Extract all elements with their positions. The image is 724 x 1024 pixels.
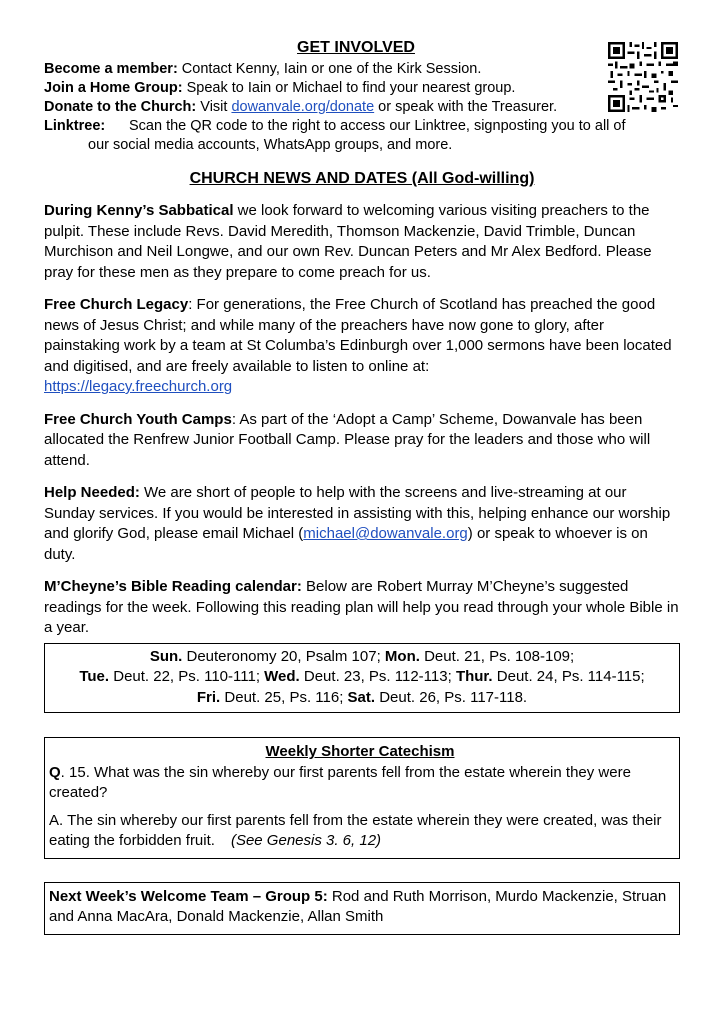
help-needed-paragraph: Help Needed: We are short of people to help with the screens and live-streaming at our Sunday services. If you would be interested in assisting with this, helping enhance our worship and glorify God, please email Michael (michael@dowanvale.org) or speak to whoever is on duty. [44,484,671,563]
linktree-line-cont: our social media accounts, WhatsApp groups, and more. [88,137,453,153]
legacy-link[interactable]: https://legacy.freechurch.org [44,378,233,395]
mcheyne-paragraph: M’Cheyne’s Bible Reading calendar: Below are Robert Murray M’Cheyne’s suggested readings for the week. Following this reading plan will help you read through your whole Bible in a year. [44,578,679,636]
become-member-line: Become a member: Contact Kenny, Iain or one of the Kirk Session. [44,61,482,77]
linktree-line: Linktree: Scan the QR code to the right to access our Linktree, signposting you to all of [44,118,626,134]
bulletin-page [44,38,680,935]
catechism-title: Weekly Shorter Catechism [265,743,455,760]
church-news-title: CHURCH NEWS AND DATES (All God-willing) [189,170,535,187]
get-involved-list [44,60,680,155]
catechism-reference: (See Genesis 3. 6, 12) [230,832,382,849]
catechism-box [44,737,680,859]
legacy-paragraph: Free Church Legacy: For generations, the Free Church of Scotland has preached the good news of Jesus Christ; and while many of the preachers have now gone to glory, after painstaking work by a team at St Columba’s Edinburgh over 1,000 sermons have been located and digitised, and are freely available to listen to online at: https://legacy.freechurch.org [44,296,672,395]
welcome-team-box: Next Week’s Welcome Team – Group 5: Rod and Ruth Morrison, Murdo Mackenzie, Struan and Anna MacAra, Donald Mackenzie, Allan Smith [44,882,680,935]
catechism-question: Q. 15. What was the sin whereby our first parents fell from the estate wherein they were created? [49,763,631,801]
readings-line-3: Fri. Deut. 25, Ps. 116; Sat. Deut. 26, Ps. 117-118. [196,688,528,706]
michael-email-link[interactable]: michael@dowanvale.org [303,525,468,542]
catechism-answer: A. The sin whereby our first parents fell from the estate wherein they were created, was their eating the forbidden fruit. (See Genesis 3. 6, 12) [49,811,662,849]
donate-link[interactable]: dowanvale.org/donate [231,99,375,115]
youth-camps-paragraph: Free Church Youth Camps: As part of the ‘Adopt a Camp’ Scheme, Dowanvale has been allocated the Renfrew Junior Football Camp. Please pray for the leaders and those who will attend. [44,410,651,469]
donate-line: Donate to the Church: Visit dowanvale.org/donate or speak with the Treasurer. [44,99,558,115]
sabbatical-paragraph: During Kenny’s Sabbatical we look forward to welcoming various visiting preachers to the pulpit. These include Revs. David Meredith, Thomson Mackenzie, David Trimble, Duncan Murchison and Neil Longwe, and our own Rev. Duncan Peters and Mr Alex Bedford. Please pray for these men as they prepare to come preach for us. [44,202,652,281]
get-involved-title: GET INVOLVED [297,39,415,56]
readings-line-2: Tue. Deut. 22, Ps. 110-111; Wed. Deut. 23, Ps. 112-113; Thur. Deut. 24, Ps. 114-115; [79,668,645,685]
weekly-readings-box [44,643,680,714]
readings-line-1: Sun. Deuteronomy 20, Psalm 107; Mon. Deut. 21, Ps. 108-109; [149,647,575,665]
qr-code-icon[interactable] [608,42,678,112]
home-group-line: Join a Home Group: Speak to Iain or Michael to find your nearest group. [44,80,516,96]
